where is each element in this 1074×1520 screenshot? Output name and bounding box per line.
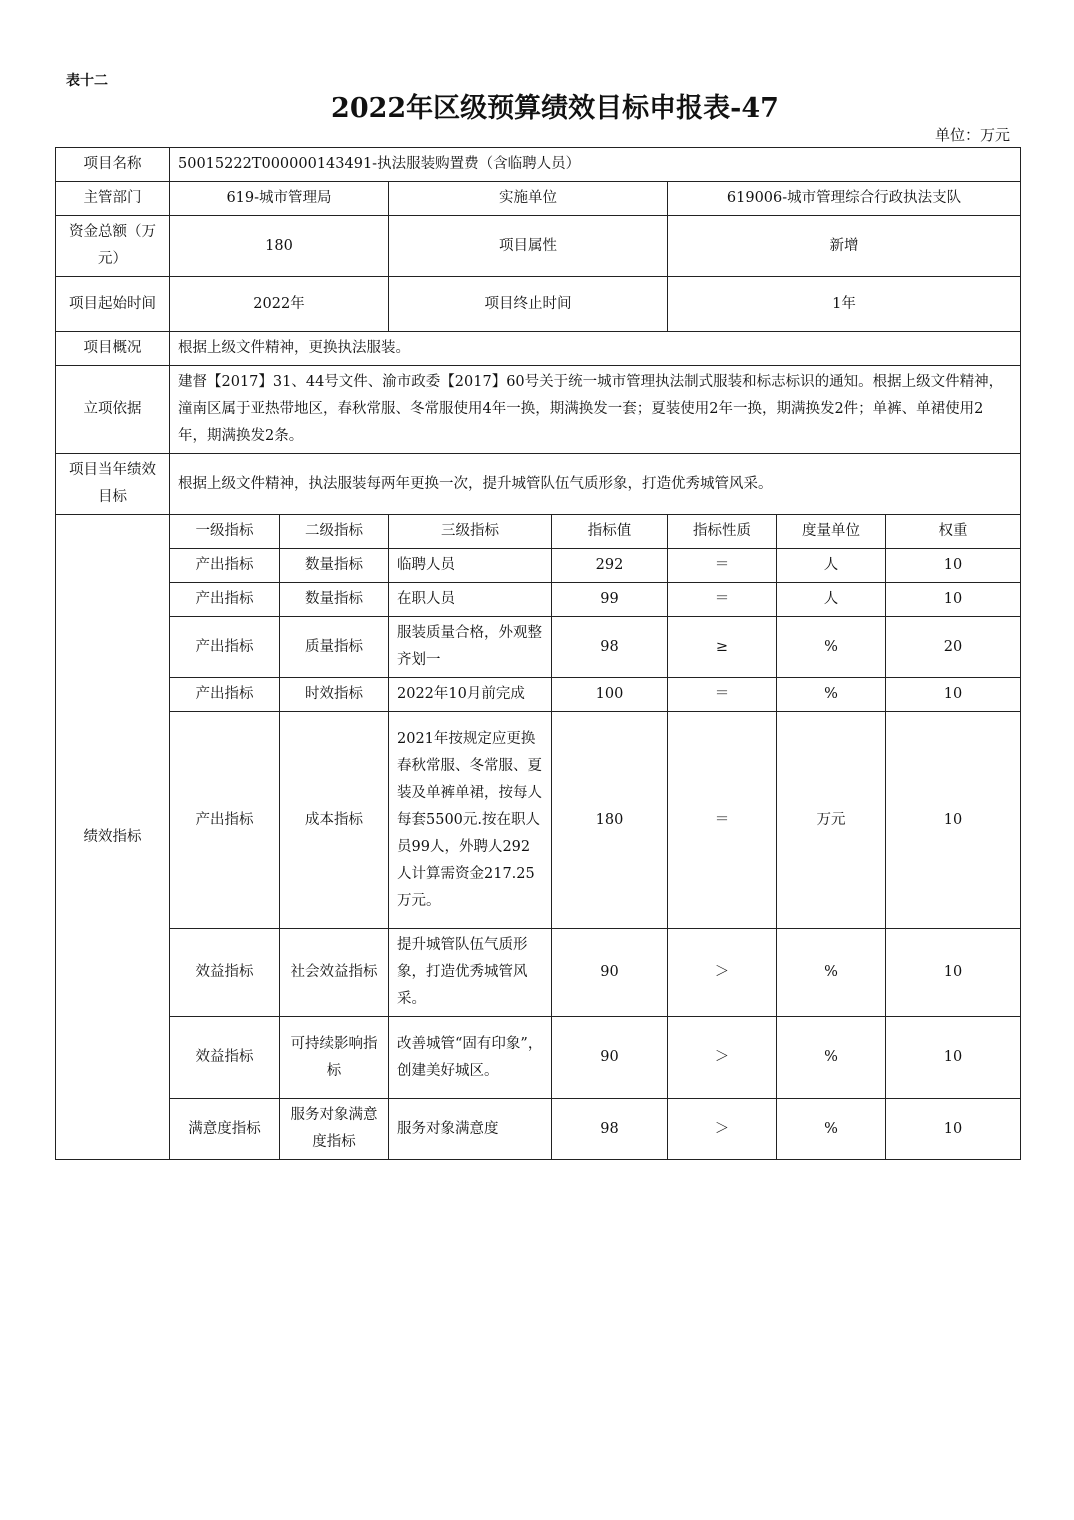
indicator-nature: ＞ [668,1099,777,1160]
indicator-value: 98 [552,1099,668,1160]
indicator-l1: 效益指标 [170,1017,280,1099]
row-dept [56,182,1021,216]
funds-label: 资金总额（万元） [56,216,170,277]
indicator-nature: ＝ [668,712,777,929]
project-name-label: 项目名称 [56,148,170,182]
row-goal [56,454,1021,515]
indicator-header-row [56,515,1021,549]
indicator-l2: 数量指标 [280,549,389,583]
indicator-unit: 人 [777,549,886,583]
basis-label: 立项依据 [56,366,170,454]
indicator-weight: 10 [886,549,1021,583]
indicator-weight: 10 [886,1017,1021,1099]
indicator-l1: 产出指标 [170,549,280,583]
project-name-value: 50015222T000000143491-执法服装购置费（含临聘人员） [170,148,1021,182]
indicator-unit: % [777,929,886,1017]
indicator-nature: ＝ [668,678,777,712]
indicator-l3: 2022年10月前完成 [389,678,552,712]
indicator-l1: 效益指标 [170,929,280,1017]
indicator-l3: 2021年按规定应更换春秋常服、冬常服、夏装及单裤单裙，按每人每套5500元.按在职人员99人，外聘人292人计算需资金217.25万元。 [389,712,552,929]
indicator-value: 100 [552,678,668,712]
indicator-value: 98 [552,617,668,678]
indicator-l3: 服务对象满意度 [389,1099,552,1160]
indicator-l1: 产出指标 [170,617,280,678]
attr-label: 项目属性 [389,216,668,277]
indicator-value: 90 [552,929,668,1017]
indicator-weight: 10 [886,929,1021,1017]
indicator-unit: % [777,678,886,712]
header-l2: 二级指标 [280,515,389,549]
indicator-nature: ＝ [668,583,777,617]
indicator-unit: % [777,1017,886,1099]
header-nature: 指标性质 [668,515,777,549]
indicator-unit: 人 [777,583,886,617]
indicator-nature: ≥ [668,617,777,678]
indicator-value: 90 [552,1017,668,1099]
indicator-value: 180 [552,712,668,929]
indicators-section-label: 绩效指标 [56,515,170,1160]
indicator-weight: 10 [886,583,1021,617]
indicator-unit: % [777,617,886,678]
table-row [56,549,1021,583]
indicator-unit: 万元 [777,712,886,929]
header-value: 指标值 [552,515,668,549]
indicator-l2: 社会效益指标 [280,929,389,1017]
indicator-unit: % [777,1099,886,1160]
start-label: 项目起始时间 [56,277,170,332]
funds-value: 180 [170,216,389,277]
indicator-nature: ＞ [668,1017,777,1099]
indicator-l2: 可持续影响指标 [280,1017,389,1099]
header-l3: 三级指标 [389,515,552,549]
indicator-l3: 在职人员 [389,583,552,617]
dept-value: 619-城市管理局 [170,182,389,216]
table-row [56,678,1021,712]
attr-value: 新增 [668,216,1021,277]
indicator-nature: ＝ [668,549,777,583]
table-row [56,712,1021,929]
overview-label: 项目概况 [56,332,170,366]
indicator-l1: 产出指标 [170,678,280,712]
goal-value: 根据上级文件精神，执法服装每两年更换一次，提升城管队伍气质形象，打造优秀城管风采。 [170,454,1021,515]
table-row [56,1017,1021,1099]
indicator-l3: 临聘人员 [389,549,552,583]
indicator-weight: 10 [886,678,1021,712]
table-number: 表十二 [66,73,108,89]
table-row [56,929,1021,1017]
goal-label: 项目当年绩效目标 [56,454,170,515]
indicator-weight: 20 [886,617,1021,678]
row-project-name [56,148,1021,182]
indicator-l1: 产出指标 [170,583,280,617]
table-row [56,583,1021,617]
row-basis [56,366,1021,454]
header-weight: 权重 [886,515,1021,549]
document-title: 2022年区级预算绩效目标申报表-47 [331,93,779,124]
header-unit: 度量单位 [777,515,886,549]
basis-value: 建督【2017】31、44号文件、渝市政委【2017】60号关于统一城市管理执法制式服装和标志标识的通知。根据上级文件精神，潼南区属于亚热带地区，春秋常服、冬常服使用4年一换，期满换发一套；夏装使用2年一换，期满换发2件；单裤、单裙使用2年，期满换发2条。 [170,366,1021,454]
indicator-l1: 产出指标 [170,712,280,929]
end-label: 项目终止时间 [389,277,668,332]
indicator-l3: 提升城管队伍气质形象，打造优秀城管风采。 [389,929,552,1017]
table-row [56,1099,1021,1160]
table-row [56,617,1021,678]
indicator-l2: 质量指标 [280,617,389,678]
end-value: 1年 [668,277,1021,332]
row-time [56,277,1021,332]
indicator-l3: 改善城管“固有印象”，创建美好城区。 [389,1017,552,1099]
indicator-l2: 成本指标 [280,712,389,929]
start-value: 2022年 [170,277,389,332]
indicator-l2: 服务对象满意度指标 [280,1099,389,1160]
budget-form-table [55,147,1021,1160]
indicator-l2: 时效指标 [280,678,389,712]
indicator-l1: 满意度指标 [170,1099,280,1160]
indicator-weight: 10 [886,1099,1021,1160]
impl-label: 实施单位 [389,182,668,216]
indicator-nature: ＞ [668,929,777,1017]
indicator-l3: 服装质量合格，外观整齐划一 [389,617,552,678]
overview-value: 根据上级文件精神，更换执法服装。 [170,332,1021,366]
dept-label: 主管部门 [56,182,170,216]
header-l1: 一级指标 [170,515,280,549]
impl-value: 619006-城市管理综合行政执法支队 [668,182,1021,216]
indicator-l2: 数量指标 [280,583,389,617]
indicator-weight: 10 [886,712,1021,929]
row-funds [56,216,1021,277]
row-overview [56,332,1021,366]
indicator-value: 99 [552,583,668,617]
unit-label: 单位：万元 [934,126,1010,144]
indicator-value: 292 [552,549,668,583]
